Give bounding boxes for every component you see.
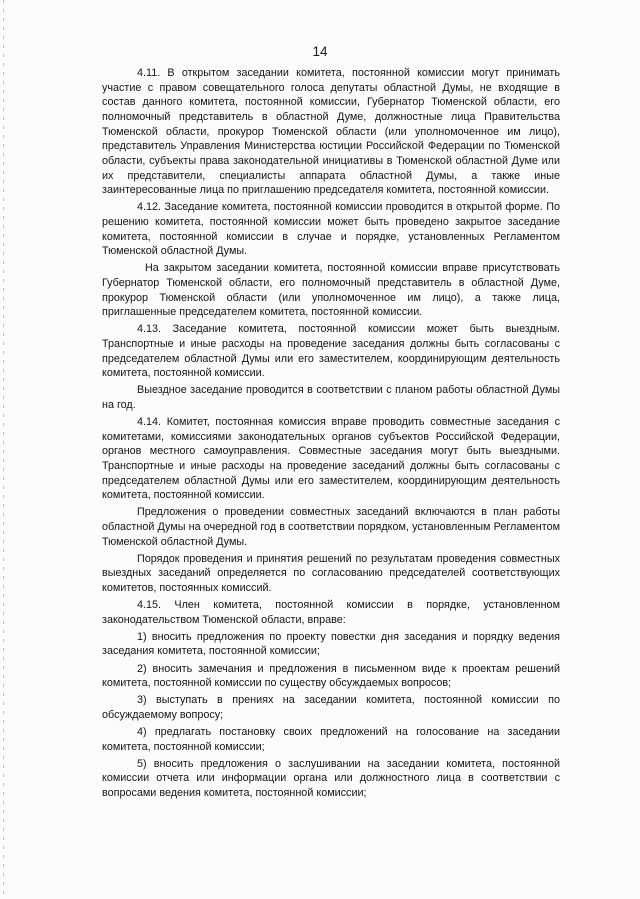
paragraph-4-12: 4.12. Заседание комитета, постоянной комиссии проводится в открытой форме. По решению комитета, постоянной комиссии может быть проведено закрытое заседание комитета, постоянной комиссии в случае и порядке, установленных Регламентом Тюменской областной Думы. <box>102 201 560 258</box>
paragraph-4-11: 4.11. В открытом заседании комитета, постоянной комиссии могут принимать участие с правом совещательного голоса депутаты областной Думы, не входящие в состав данного комитета, постоянной комиссии, Губернатор Тюменской области, его полномочный представитель в областной Думе, должностные лица Правительства Тюменской области, прокурор Тюменской области (или уполномоченное им лицо), представитель Управления Министерства юстиции Российской Федерации по Тюменской области, субъекты права законодательной инициативы в Тюменской областной Думе или их представители, специалисты аппарата областной Думы, а также иные заинтересованные лица по приглашению председателя комитета, постоянной комиссии. <box>102 67 560 197</box>
paragraph-joint-meeting-procedure: Порядок проведения и принятия решений по результатам проведения совместных выездных заседаний определяется по согласованию председателей соответствующих комитетов, постоянных комиссий. <box>102 552 560 595</box>
paragraph-joint-meeting-proposals: Предложения о проведении совместных заседаний включаются в план работы областной Думы на очередной год в соответствии порядком, установленным Регламентом Тюменской областной Думы. <box>102 506 560 548</box>
paragraph-4-14: 4.14. Комитет, постоянная комиссия вправе проводить совместные заседания с комитетами, комиссиями законодательных органов субъектов Российской Федерации, органов местного самоуправления. Совместные заседания могут быть выездными. Транспортные и иные расходы на проведение заседаний должны быть согласованы с председателем областной Думы или его заместителем, координирующим деятельность комитета, постоянной комиссии. <box>102 416 560 502</box>
paragraph-4-15: 4.15. Член комитета, постоянной комиссии в порядке, установленном законодательством Тюменской области, вправе: <box>102 599 560 626</box>
paragraph-4-13: 4.13. Заседание комитета, постоянной комиссии может быть выездным. Транспортные и иные расходы на проведение заседания должны быть согласованы с председателем областной Думы или его заместителем, координирующим деятельность комитета, постоянной комиссии. <box>102 323 560 380</box>
document-body <box>102 66 560 803</box>
list-item-2: 2) вносить замечания и предложения в письменном виде к проектам решений комитета, постоянной комиссии по существу обсуждаемых вопросов; <box>102 662 560 690</box>
paragraph-field-meeting-plan: Выездное заседание проводится в соответствии с планом работы областной Думы на год. <box>102 384 560 411</box>
list-item-3: 3) выступать в прениях на заседании комитета, постоянной комиссии по обсуждаемому вопросу; <box>102 694 560 721</box>
list-item-5: 5) вносить предложения о заслушивании на заседании комитета, постоянной комиссии отчета или информации органа или должностного лица в соответствии с вопросами ведения комитета, постоянной комиссии; <box>102 757 560 799</box>
list-item-1: 1) вносить предложения по проекту повестки дня заседания и порядку ведения заседания комитета, постоянной комиссии; <box>102 630 560 658</box>
scan-edge-artifact <box>3 0 4 899</box>
list-item-4: 4) предлагать постановку своих предложений на голосование на заседании комитета, постоянной комиссии; <box>102 725 560 753</box>
page-number: 14 <box>312 44 328 59</box>
paragraph-closed-meeting: На закрытом заседании комитета, постоянной комиссии вправе присутствовать Губернатор Тюменской области, его полномочный представитель в областной Думе, прокурор Тюменской области (или уполномоченное им лицо), а также лица, приглашенные председателем комитета, постоянной комиссии. <box>102 262 560 319</box>
